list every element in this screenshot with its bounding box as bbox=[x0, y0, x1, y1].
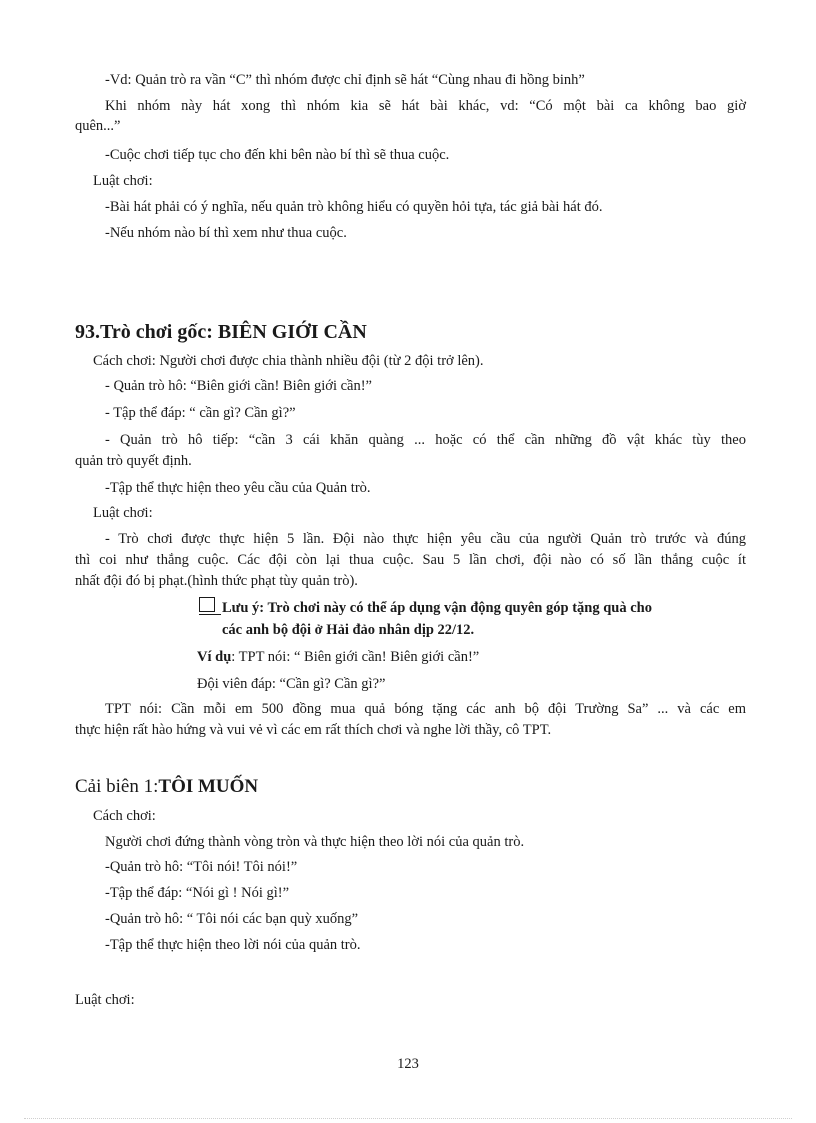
checkbox-icon bbox=[199, 597, 215, 612]
text-line: - Tập thể đáp: “ cần gì? Cần gì?” bbox=[105, 405, 296, 421]
heading-prefix: Cải biên 1: bbox=[75, 776, 159, 797]
heading-title: TÔI MUỐN bbox=[158, 776, 259, 797]
text-line: Người chơi đứng thành vòng tròn và thực hiện theo lời nói của quản trò. bbox=[105, 834, 525, 850]
text-line: quản trò quyết định. bbox=[75, 453, 192, 469]
text-line: Luật chơi: bbox=[75, 992, 135, 1008]
text-line: -Quản trò hô: “ Tôi nói các bạn quỳ xuống” bbox=[105, 911, 359, 927]
text-line: Luật chơi: bbox=[93, 173, 153, 189]
text-line: Cách chơi: bbox=[93, 808, 156, 824]
subsection-heading bbox=[75, 775, 258, 799]
text-line: quên...” bbox=[75, 118, 121, 134]
text-line: TPT nói: Cần mỗi em 500 đồng mua quả bóng tặng các anh bộ đội Trường Sa” ... và các em bbox=[105, 701, 746, 717]
text-line: - Trò chơi được thực hiện 5 lần. Đội nào thực hiện yêu cầu của người Quản trò trước và đúng bbox=[105, 531, 746, 547]
text-line: -Quản trò hô: “Tôi nói! Tôi nói!” bbox=[105, 859, 298, 875]
text-line: -Tập thể thực hiện theo yêu cầu của Quản trò. bbox=[105, 480, 371, 496]
example-text: : TPT nói: “ Biên giới cần! Biên giới cần!” bbox=[231, 649, 480, 665]
text-line: nhất đội đó bị phạt.(hình thức phạt tùy quản trò). bbox=[75, 573, 358, 589]
text-line: Khi nhóm này hát xong thì nhóm kia sẽ hát bài khác, vd: “Có một bài ca không bao giờ bbox=[105, 98, 746, 114]
checkbox-underline bbox=[199, 614, 221, 615]
text-line: -Tập thể thực hiện theo lời nói của quản trò. bbox=[105, 937, 361, 953]
section-heading: 93.Trò chơi gốc: BIÊN GIỚI CẦN bbox=[75, 321, 367, 343]
text-line: Đội viên đáp: “Cần gì? Cần gì?” bbox=[197, 676, 386, 692]
page-bottom-divider bbox=[24, 1118, 792, 1119]
note-line: Lưu ý: Trò chơi này có thể áp dụng vận động quyên góp tặng quà cho bbox=[222, 600, 652, 616]
text-line: -Cuộc chơi tiếp tục cho đến khi bên nào bí thì sẽ thua cuộc. bbox=[105, 147, 450, 163]
text-line: -Tập thể đáp: “Nói gì ! Nói gì!” bbox=[105, 885, 290, 901]
text-line: Cách chơi: Người chơi được chia thành nhiều đội (từ 2 đội trở lên). bbox=[93, 353, 484, 369]
page-number: 123 bbox=[397, 1056, 419, 1072]
text-line: -Bài hát phải có ý nghĩa, nếu quản trò không hiểu có quyền hỏi tựa, tác giả bài hát đó. bbox=[105, 199, 603, 215]
example-line bbox=[197, 647, 479, 667]
text-line: thì coi như thắng cuộc. Các đội còn lại thua cuộc. Sau 5 lần chơi, đội nào có số lần thắng cuộc ít bbox=[75, 552, 746, 568]
text-line: thực hiện rất hào hứng và vui vẻ vì các em rất thích chơi và nghe lời thầy, cô TPT. bbox=[75, 722, 552, 738]
text-line: -Vd: Quản trò ra vần “C” thì nhóm được chỉ định sẽ hát “Cùng nhau đi hồng binh” bbox=[105, 72, 585, 88]
text-line: - Quản trò hô tiếp: “cần 3 cái khăn quàng ... hoặc có thể cần những đồ vật khác tùy theo bbox=[105, 432, 746, 448]
text-line: -Nếu nhóm nào bí thì xem như thua cuộc. bbox=[105, 225, 347, 241]
text-line: Luật chơi: bbox=[93, 505, 153, 521]
example-label: Ví dụ bbox=[197, 649, 232, 665]
note-line: các anh bộ đội ở Hải đảo nhân dịp 22/12. bbox=[222, 622, 475, 638]
text-line: - Quản trò hô: “Biên giới cần! Biên giới cần!” bbox=[105, 378, 372, 394]
